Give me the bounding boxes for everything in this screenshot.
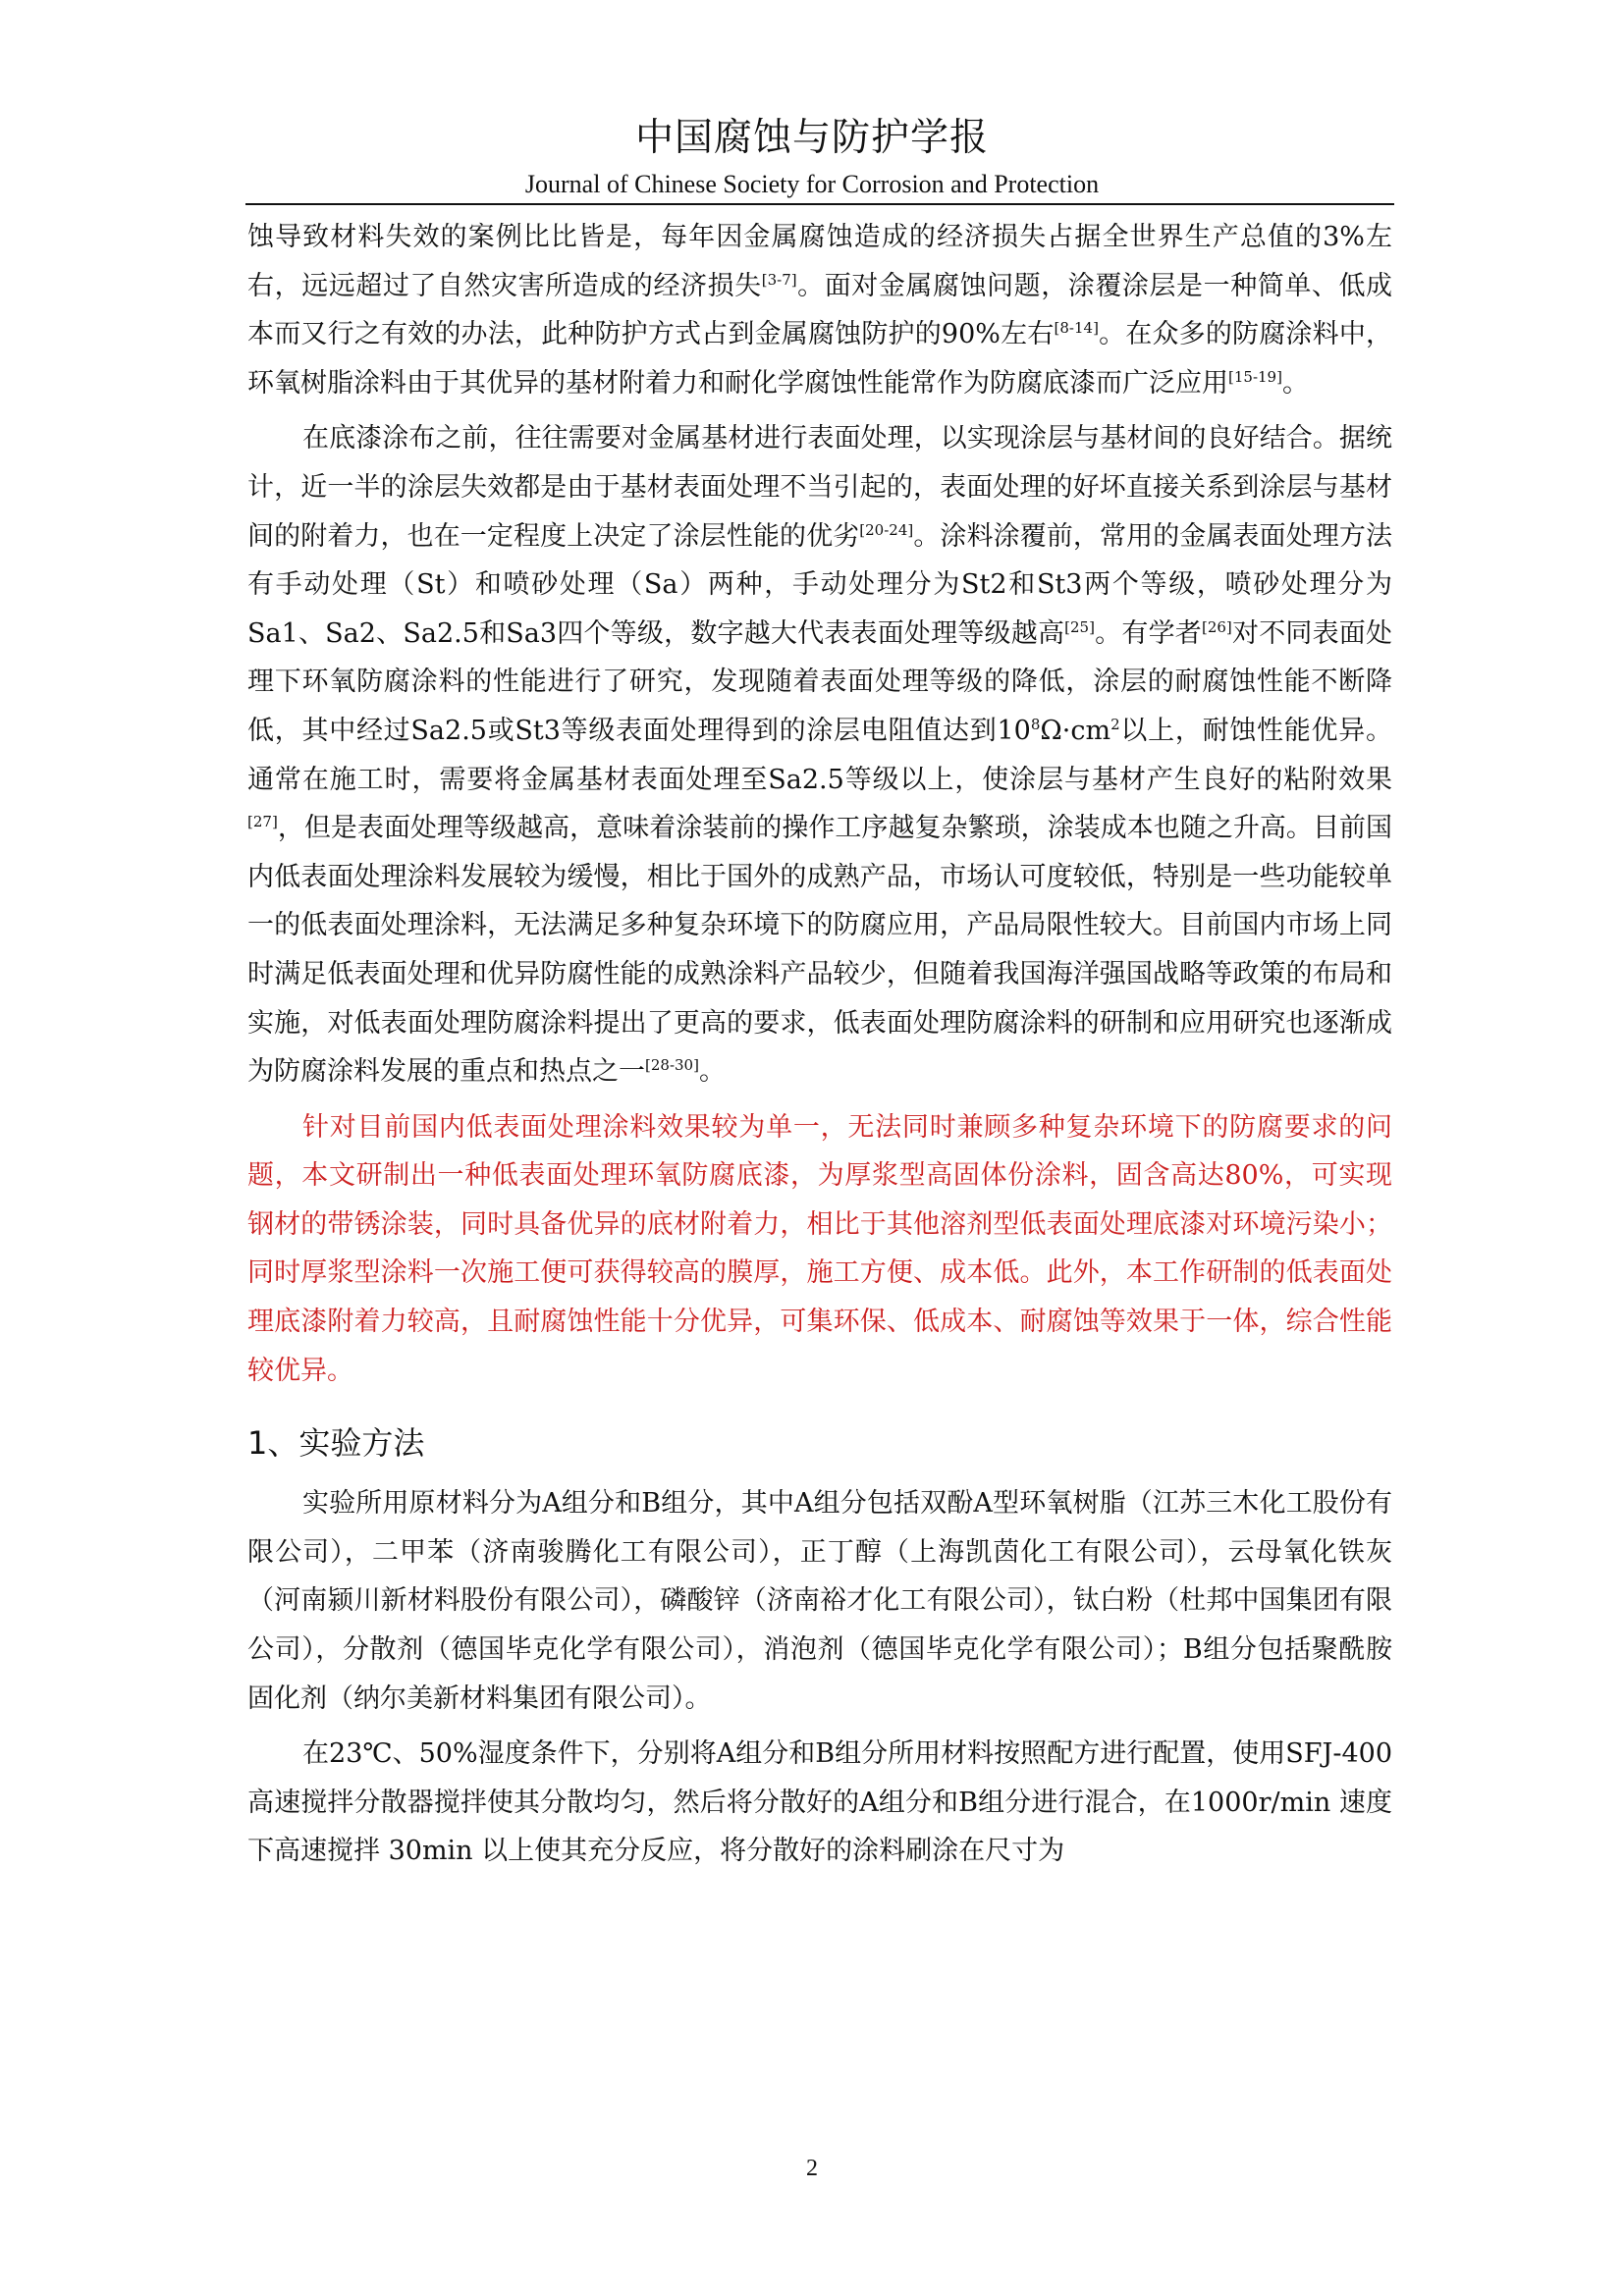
text-run: 。 bbox=[698, 1056, 726, 1088]
paragraph-intro-continued bbox=[247, 213, 1392, 407]
text-run: 。在众多的防腐涂料中，环氧树脂涂料由于其优异的基材附着力和耐化学腐蚀性能常作为防腐底漆而广泛应用 bbox=[247, 319, 1393, 399]
citation-ref: [8-14] bbox=[1054, 319, 1099, 338]
text-run: 。 bbox=[1281, 367, 1309, 399]
text-run: 在底漆涂布之前，往往需要对金属基材进行表面处理，以实现涂层与基材间的良好结合。据统计，近一半的涂层失效都是由于基材表面处理不当引起的，表面处理的好坏直接关系到涂层与基材间的附着力，也在一定程度上决定了涂层性能的优劣 bbox=[247, 423, 1392, 552]
paragraph-surface-treatment bbox=[247, 414, 1392, 1095]
paragraph-materials: 实验所用原材料分为A组分和B组分，其中A组分包括双酚A型环氧树脂（江苏三木化工股份有限公司），二甲苯（济南骏腾化工有限公司），正丁醇（上海凯茵化工有限公司），云母氧化铁灰（河南颍川新材料股份有限公司），磷酸锌（济南裕才化工有限公司），钛白粉（杜邦中国集团有限公司），分散剂（德国毕克化学有限公司），消泡剂（德国毕克化学有限公司）；B组分包括聚酰胺固化剂（纳尔美新材料集团有限公司）。 bbox=[247, 1488, 1392, 1714]
text-run: 。涂料涂覆前，常用的金属表面处理方法有手动处理（St）和喷砂处理（Sa）两种，手动处理分为St2和St3两个等级，喷砂处理分为Sa1、Sa2、Sa2.5和Sa3四个等级，数字越大代表表面处理等级越高 bbox=[247, 520, 1393, 649]
section-heading-methods: 1、实验方法 bbox=[247, 1424, 425, 1463]
text-run: 对不同表面处理下环氧防腐涂料的性能进行了研究，发现随着表面处理等级的降低，涂层的耐腐蚀性能不断降低，其中经过Sa2.5或St3等级表面处理得到的涂层电阻值达到10 bbox=[247, 617, 1393, 746]
citation-ref: [15-19] bbox=[1228, 367, 1282, 386]
citation-ref: [3-7] bbox=[761, 270, 797, 289]
text-run: Ω·cm bbox=[1040, 715, 1111, 746]
citation-ref: [26] bbox=[1201, 617, 1232, 636]
exponent: 8 bbox=[1030, 715, 1041, 733]
text-run: 蚀导致材料失效的案例比比皆是，每年因金属腐蚀造成的经济损失占据全世界生产总值的3%左右，远远超过了自然灾害所造成的经济损失 bbox=[247, 222, 1392, 301]
journal-title-en: Journal of Chinese Society for Corrosion and Protection bbox=[524, 170, 1100, 198]
citation-ref: [25] bbox=[1064, 617, 1095, 636]
text-run: 。有学者 bbox=[1094, 617, 1202, 649]
text-run: 以上，耐蚀性能优异。通常在施工时，需要将金属基材表面处理至Sa2.5等级以上，使涂层与基材产生良好的粘附效果 bbox=[247, 715, 1392, 795]
text-run: 。面对金属腐蚀问题，涂覆涂层是一种简单、低成本而又行之有效的办法，此种防护方式占到金属腐蚀防护的90%左右 bbox=[247, 270, 1393, 350]
page-number: 2 bbox=[806, 2156, 818, 2181]
paragraph-preparation: 在23℃、50%湿度条件下，分别将A组分和B组分所用材料按照配方进行配置，使用SFJ-400高速搅拌分散器搅拌使其分散均匀，然后将分散好的A组分和B组分进行混合，在1000r/min 速度下高速搅拌 30min 以上使其充分反应，将分散好的涂料刷涂在尺寸为 bbox=[247, 1738, 1392, 1867]
citation-ref: [20-24] bbox=[859, 520, 914, 539]
journal-title-cn: 中国腐蚀与防护学报 bbox=[634, 116, 989, 160]
article-body bbox=[247, 213, 1392, 1876]
paragraph-research-aim: 针对目前国内低表面处理涂料效果较为单一，无法同时兼顾多种复杂环境下的防腐要求的问题，本文研制出一种低表面处理环氧防腐底漆，为厚浆型高固体份涂料，固含高达80%，可实现钢材的带锈涂装，同时具备优异的底材附着力，相比于其他溶剂型低表面处理底漆对环境污染小；同时厚浆型涂料一次施工便可获得较高的膜厚，施工方便、成本低。此外，本工作研制的低表面处理底漆附着力较高，且耐腐蚀性能十分优异，可集环保、低成本、耐腐蚀等效果于一体，综合性能较优异。 bbox=[247, 1111, 1392, 1386]
citation-ref: [28-30] bbox=[645, 1056, 699, 1075]
header-divider bbox=[245, 203, 1394, 205]
citation-ref: [27] bbox=[247, 813, 278, 831]
exponent: 2 bbox=[1110, 715, 1120, 733]
text-run: ，但是表面处理等级越高，意味着涂装前的操作工序越复杂繁琐，涂装成本也随之升高。目前国内低表面处理涂料发展较为缓慢，相比于国外的成熟产品，市场认可度较低，特别是一些功能较单一的低表面处理涂料，无法满足多种复杂环境下的防腐应用，产品局限性较大。目前国内市场上同时满足低表面处理和优异防腐性能的成熟涂料产品较少，但随着我国海洋强国战略等政策的布局和实施，对低表面处理防腐涂料提出了更高的要求，低表面处理防腐涂料的研制和应用研究也逐渐成为防腐涂料发展的重点和热点之一 bbox=[247, 813, 1392, 1088]
